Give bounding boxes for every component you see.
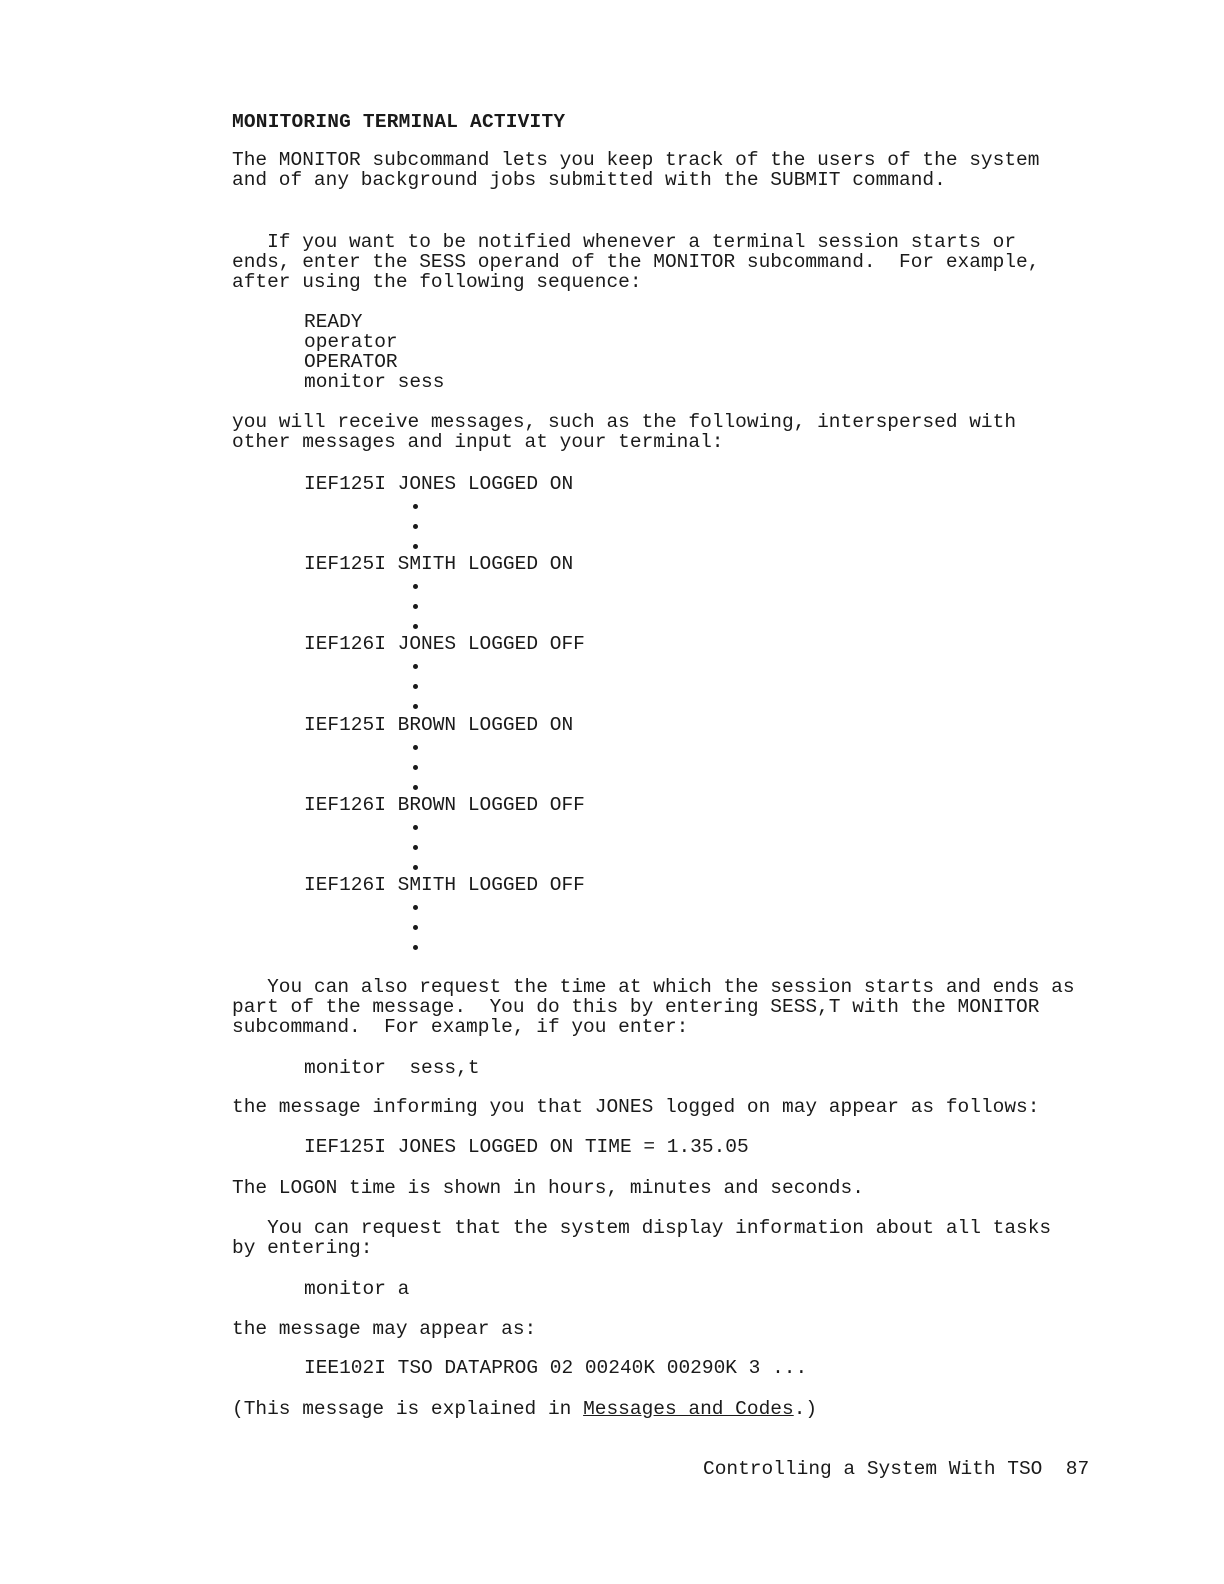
page-footer — [703, 1459, 1089, 1479]
session-message: IEF126I BROWN LOGGED OFF — [304, 794, 585, 816]
receive-line-2: other messages and input at your terminal: — [232, 431, 724, 453]
explained-after: .) — [793, 1398, 818, 1420]
messages-and-codes-reference: Messages and Codes — [583, 1398, 794, 1420]
time-message: IEF125I JONES LOGGED ON TIME = 1.35.05 — [304, 1136, 749, 1158]
logon-note: The LOGON time is shown in hours, minutes and seconds. — [232, 1177, 864, 1199]
session-message: IEF126I JONES LOGGED OFF — [304, 633, 585, 655]
section-heading: MONITORING TERMINAL ACTIVITY — [232, 111, 566, 133]
page-number: 87 — [1065, 1458, 1090, 1480]
intro-line-2: and of any background jobs submitted with the SUBMIT command. — [232, 169, 946, 191]
sess-para-line-1: If you want to be notified whenever a terminal session starts or — [232, 231, 1017, 253]
session-message: IEF126I SMITH LOGGED OFF — [304, 874, 585, 896]
sess-para-line-3: after using the following sequence: — [232, 271, 642, 293]
tasks-para-line-2: by entering: — [232, 1237, 373, 1259]
time-para-line-1: You can also request the time at which the session starts and ends as — [232, 976, 1075, 998]
command-monitor-a: monitor a — [304, 1278, 410, 1300]
iee-message: IEE102I TSO DATAPROG 02 00240K 00290K 3 ... — [304, 1357, 808, 1379]
sequence-line: OPERATOR — [304, 351, 398, 373]
session-message: IEF125I JONES LOGGED ON — [304, 473, 574, 495]
receive-line-1: you will receive messages, such as the following, interspersed with — [232, 411, 1017, 433]
session-message: IEF125I BROWN LOGGED ON — [304, 714, 574, 736]
sequence-line: READY — [304, 311, 363, 333]
footer-title: Controlling a System With TSO — [703, 1458, 1043, 1480]
sequence-line: operator — [304, 331, 398, 353]
explained-before: (This message is explained in — [232, 1398, 584, 1420]
time-para-line-3: subcommand. For example, if you enter: — [232, 1016, 689, 1038]
command-sess-t: monitor sess,t — [304, 1057, 480, 1079]
tasks-para-line-1: You can request that the system display information about all tasks — [232, 1217, 1052, 1239]
time-para-line-2: part of the message. You do this by entering SESS,T with the MONITOR — [232, 996, 1040, 1018]
sequence-line: monitor sess — [304, 371, 445, 393]
intro-line-1: The MONITOR subcommand lets you keep track of the users of the system — [232, 149, 1040, 171]
follows-line: the message informing you that JONES logged on may appear as follows: — [232, 1096, 1040, 1118]
explained-line — [232, 1399, 817, 1419]
session-message: IEF125I SMITH LOGGED ON — [304, 553, 574, 575]
sess-para-line-2: ends, enter the SESS operand of the MONITOR subcommand. For example, — [232, 251, 1040, 273]
appear-line: the message may appear as: — [232, 1318, 537, 1340]
